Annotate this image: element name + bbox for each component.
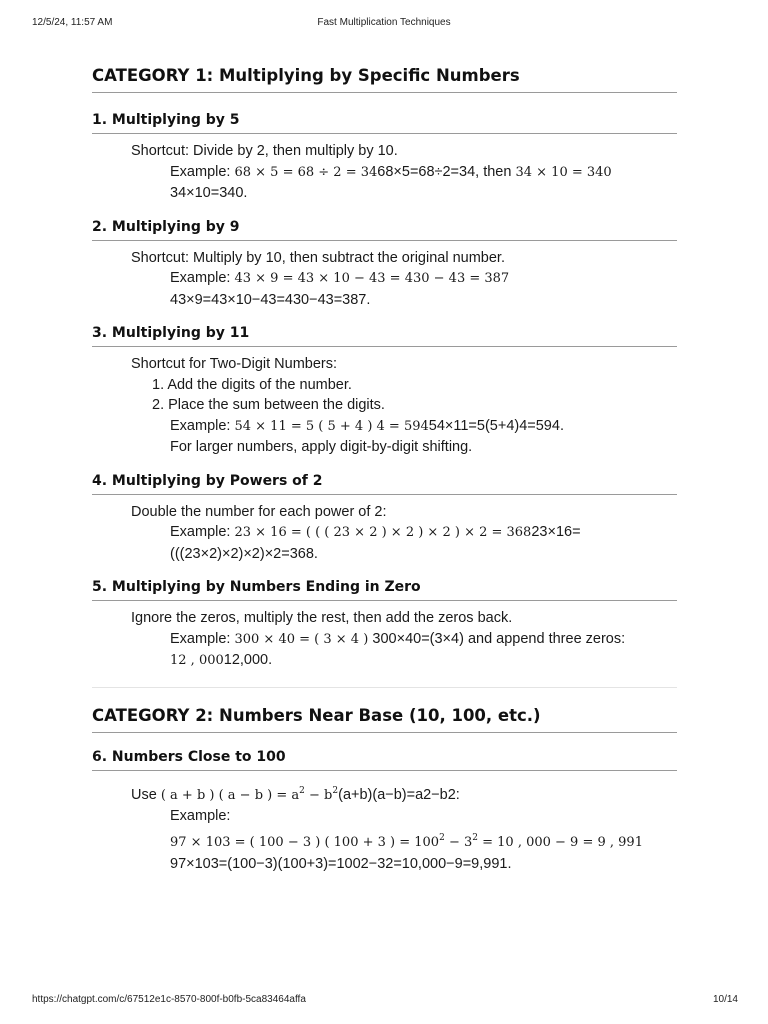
list-item: 2. Place the sum between the digits. bbox=[152, 397, 385, 413]
example-line: Example: 300 × 40 = ( 3 × 4 ) 300×40=(3×4) and append three zeros: bbox=[170, 630, 626, 647]
use-formula-line: Use ( a + b ) ( a − b ) = $a^2 - b^2(a+b)(a-b)=a2-b2$: bbox=[131, 785, 460, 803]
example-math-line: 97 × 103 = ( 100 − 3 ) ( 100 + 3 ) = $100^2 - 3^2 = 10$ , 000 − 9 = 9 , 991 bbox=[170, 833, 643, 851]
section-title: 2. Multiplying by 9 bbox=[92, 219, 677, 241]
print-date: 12/5/24, 11:57 AM bbox=[32, 17, 113, 28]
section-title: 3. Multiplying by 11 bbox=[92, 325, 677, 347]
section-multiply-by-9 bbox=[92, 219, 677, 311]
section-title: 1. Multiplying by 5 bbox=[92, 112, 677, 134]
page-url: https://chatgpt.com/c/67512e1c-8570-800f-b0fb-5ca83464affa bbox=[32, 994, 306, 1005]
shortcut-text: Double the number for each power of 2: bbox=[131, 503, 387, 520]
section-title: 4. Multiplying by Powers of 2 bbox=[92, 473, 677, 495]
example-line: Example: 68 × 5 = 68 ÷ 2 = 3468×5=68÷2=34, then 34 × 10 = 340 bbox=[170, 163, 612, 180]
example-label: Example: bbox=[170, 807, 231, 824]
section-powers-of-2 bbox=[92, 473, 677, 565]
section-multiply-by-11 bbox=[92, 325, 677, 458]
category-1 bbox=[92, 66, 677, 672]
category-2 bbox=[92, 706, 677, 875]
print-header bbox=[0, 14, 768, 30]
category-divider bbox=[92, 687, 677, 688]
example-line: Example: 43 × 9 = 43 × 10 − 43 = 430 − 43 = 387 bbox=[170, 270, 510, 286]
example-line-2: (((23×2)×2)×2)×2=368. bbox=[170, 545, 318, 562]
category-title: CATEGORY 2: Numbers Near Base (10, 100, etc.) bbox=[92, 706, 677, 733]
shortcut-text: Shortcut: Divide by 2, then multiply by 10. bbox=[131, 143, 398, 159]
print-footer bbox=[0, 994, 768, 1010]
section-title: 6. Numbers Close to 100 bbox=[92, 749, 677, 771]
example-line: Example: 54 × 11 = 5 ( 5 + 4 ) 4 = 59454×11=5(5+4)4=594. bbox=[170, 417, 564, 434]
section-close-to-100 bbox=[92, 749, 677, 875]
section-ending-in-zero bbox=[92, 579, 677, 672]
page-number: 10/14 bbox=[712, 994, 738, 1005]
example-line-2: 12 , 00012,000. bbox=[170, 652, 273, 668]
print-title: Fast Multiplication Techniques bbox=[317, 17, 451, 28]
document-content bbox=[92, 66, 677, 874]
note-text: For larger numbers, apply digit-by-digit shifting. bbox=[170, 439, 473, 455]
example-line-2: 43×9=43×10−43=430−43=387. bbox=[170, 291, 371, 308]
list-item: 1. Add the digits of the number. bbox=[152, 376, 352, 393]
shortcut-text: Shortcut: Multiply by 10, then subtract the original number. bbox=[131, 249, 505, 266]
example-line-2: 97×103=(100−3)(100+3)=1002−32=10,000−9=9,991. bbox=[170, 855, 512, 872]
shortcut-text: Ignore the zeros, multiply the rest, then add the zeros back. bbox=[131, 610, 513, 626]
example-line: Example: 23 × 16 = ( ( ( 23 × 2 ) × 2 ) × 2 ) × 2 = 36823×16= bbox=[170, 524, 581, 540]
section-multiply-by-5 bbox=[92, 112, 677, 204]
shortcut-text: Shortcut for Two-Digit Numbers: bbox=[131, 356, 338, 372]
example-line-2: 34×10=340. bbox=[170, 185, 248, 201]
section-title: 5. Multiplying by Numbers Ending in Zero bbox=[92, 579, 677, 601]
category-title: CATEGORY 1: Multiplying by Specific Numbers bbox=[92, 66, 677, 93]
